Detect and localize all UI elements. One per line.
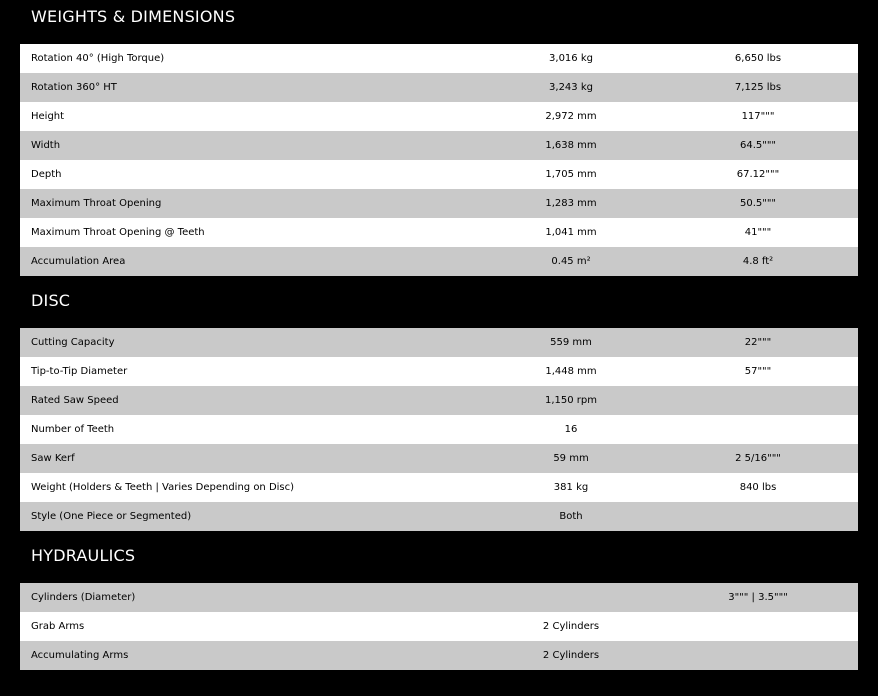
imperial-value: 67.12""" [736,169,780,180]
metric-value: 559 mm [550,337,592,348]
row-label: Cutting Capacity [31,337,115,348]
imperial-value: 7,125 lbs [734,82,782,93]
imperial-value: 6,650 lbs [734,53,782,64]
imperial-value: 64.5""" [739,140,777,151]
table-row [20,612,858,641]
metric-value: 16 [564,424,578,435]
row-label: Grab Arms [31,621,85,632]
row-label: Weight (Holders & Teeth | Varies Depending on Disc) [31,482,295,493]
metric-value: 2,972 mm [545,111,597,122]
metric-value: 1,041 mm [545,227,597,238]
row-label: Maximum Throat Opening [31,198,162,209]
row-label: Saw Kerf [31,453,75,464]
metric-value: 2 Cylinders [542,650,600,661]
table-row [20,102,858,131]
section-title-hydraulics: HYDRAULICS [31,546,136,565]
metric-value: 1,448 mm [545,366,597,377]
row-label: Maximum Throat Opening @ Teeth [31,227,205,238]
table-row [20,218,858,247]
section-title-disc: DISC [31,291,71,310]
metric-value: 0.45 m² [551,256,591,267]
row-label: Style (One Piece or Segmented) [31,511,192,522]
table-row [20,357,858,386]
row-label: Accumulation Area [31,256,126,267]
table-row [20,641,858,670]
table-row [20,502,858,531]
metric-value: 1,283 mm [545,198,597,209]
weights-dimensions-table [20,44,858,276]
table-row [20,160,858,189]
table-row [20,473,858,502]
table-row [20,444,858,473]
table-row [20,131,858,160]
row-label: Width [31,140,61,151]
imperial-value: 840 lbs [739,482,777,493]
row-label: Rotation 360° HT [31,82,117,93]
imperial-value: 50.5""" [739,198,777,209]
table-row [20,415,858,444]
imperial-value: 41""" [744,227,772,238]
table-row [20,386,858,415]
table-row [20,44,858,73]
table-row [20,328,858,357]
metric-value: 3,016 kg [549,53,593,64]
hydraulics-table [20,583,858,670]
row-label: Height [31,111,65,122]
row-label: Cylinders (Diameter) [31,592,136,603]
metric-value: 1,150 rpm [545,395,598,406]
table-row [20,73,858,102]
metric-value: 381 kg [553,482,589,493]
row-label: Tip-to-Tip Diameter [31,366,128,377]
imperial-value: 22""" [744,337,772,348]
metric-value: 1,705 mm [545,169,597,180]
section-title-weights-dimensions: WEIGHTS & DIMENSIONS [31,7,236,26]
metric-value: 1,638 mm [545,140,597,151]
row-label: Rated Saw Speed [31,395,119,406]
imperial-value: 2 5/16""" [735,453,781,464]
row-label: Number of Teeth [31,424,115,435]
metric-value: 3,243 kg [549,82,593,93]
imperial-value: 117""" [741,111,775,122]
imperial-value: 57""" [744,366,772,377]
disc-table [20,328,858,531]
table-row [20,583,858,612]
row-label: Accumulating Arms [31,650,129,661]
imperial-value: 4.8 ft² [742,256,774,267]
metric-value: Both [559,511,583,522]
table-row [20,189,858,218]
imperial-value: 3""" | 3.5""" [728,592,788,603]
metric-value: 59 mm [553,453,589,464]
metric-value: 2 Cylinders [542,621,600,632]
row-label: Rotation 40° (High Torque) [31,53,165,64]
row-label: Depth [31,169,62,180]
table-row [20,247,858,276]
